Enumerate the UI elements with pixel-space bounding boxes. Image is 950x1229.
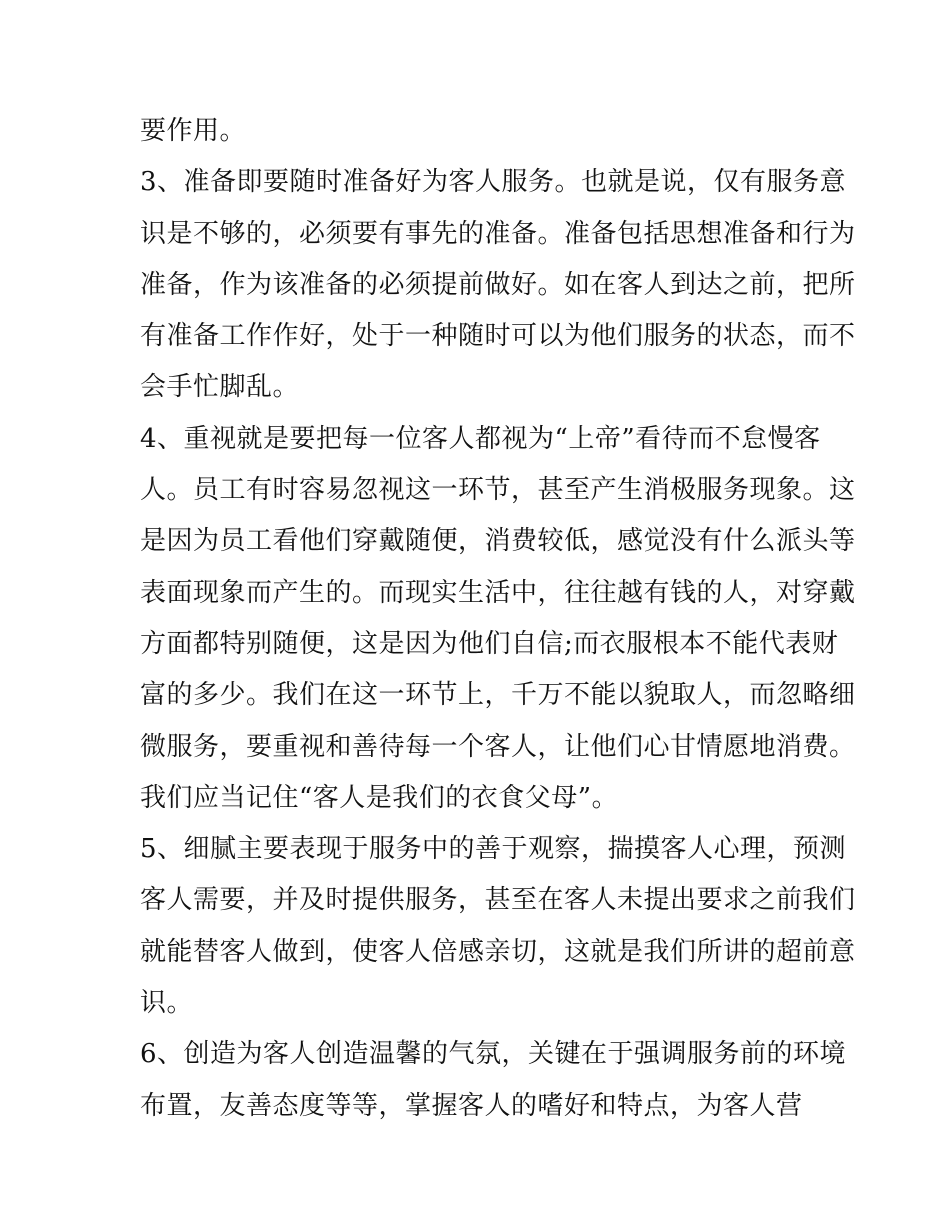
text-line: 有准备工作作好，处于一种随时可以为他们服务的状态，而不 — [140, 321, 856, 352]
text-line: 要作用。 — [140, 116, 247, 146]
text-line: 识是不够的，必须要有事先的准备。准备包括思想准备和行为 — [140, 218, 856, 249]
text-line: 表面现象而产生的。而现实生活中，往往越有钱的人，对穿戴 — [140, 577, 856, 608]
text-line: 识。 — [140, 988, 194, 1019]
text-line: 方面都特别随便，这是因为他们自信;而衣服根本不能代表财 — [140, 628, 839, 659]
text-line: 人。员工有时容易忽视这一环节，甚至产生消极服务现象。这 — [140, 475, 856, 506]
text-line: 客人需要，并及时提供服务，甚至在客人未提出要求之前我们 — [140, 885, 856, 916]
text-line: 微服务，要重视和善待每一个客人，让他们心甘情愿地消费。 — [140, 731, 856, 762]
text-line: 3、准备即要随时准备好为客人服务。也就是说，仅有服务意 — [140, 167, 847, 198]
text-line: 我们应当记住“客人是我们的衣食父母”。 — [140, 782, 619, 813]
text-line: 富的多少。我们在这一环节上，千万不能以貌取人，而忽略细 — [140, 680, 856, 711]
text-line: 是因为员工看他们穿戴随便，消费较低，感觉没有什么派头等 — [140, 526, 856, 557]
text-line: 5、细腻主要表现于服务中的善于观察，揣摸客人心理，预测 — [140, 834, 847, 865]
text-line: 会手忙脚乱。 — [140, 372, 300, 403]
text-line: 6、创造为客人创造温馨的气氛，关键在于强调服务前的环境 — [140, 1039, 847, 1070]
text-line: 就能替客人做到，使客人倍感亲切，这就是我们所讲的超前意 — [140, 936, 856, 967]
text-line: 4、重视就是要把每一位客人都视为“上帝”看待而不怠慢客 — [140, 423, 821, 454]
body-text — [140, 106, 856, 1132]
text-line: 准备，作为该准备的必须提前做好。如在客人到达之前，把所 — [140, 269, 856, 300]
text-line: 布置，友善态度等等，掌握客人的嗜好和特点，为客人营 — [140, 1090, 803, 1121]
